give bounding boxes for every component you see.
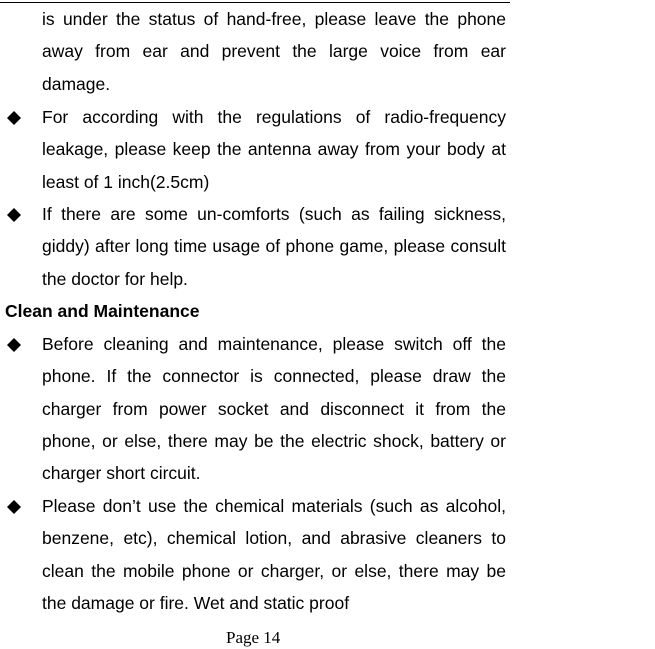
diamond-bullet-icon (6, 110, 22, 126)
diamond-bullet-icon (6, 337, 22, 353)
continuation-paragraph: is under the status of hand-free, please leave the phone away from ear and prevent the large voice from ear damage. (42, 9, 506, 94)
page-number: Page 14 (226, 628, 281, 647)
list-item: For according with the regulations of radio-frequency leakage, please keep the antenna away from your body at least of 1 inch(2.5cm) (42, 107, 506, 192)
diamond-bullet-icon (6, 499, 22, 515)
list-item: If there are some un-comforts (such as failing sickness, giddy) after long time usage of phone game, please consult the doctor for help. (42, 204, 506, 289)
list-item: Before cleaning and maintenance, please switch off the phone. If the connector is connected, please draw the charger from power socket and disconnect it from the phone, or else, there may be the electric shock, battery or charger short circuit. (42, 334, 506, 484)
section-heading: Clean and Maintenance (5, 301, 200, 321)
diamond-bullet-icon (6, 207, 22, 223)
list-item: Please don’t use the chemical materials (such as alcohol, benzene, etc), chemical lotion, and abrasive cleaners to clean the mobile phone or charger, or else, there may be the damage or fire. Wet and static proof (42, 496, 506, 613)
